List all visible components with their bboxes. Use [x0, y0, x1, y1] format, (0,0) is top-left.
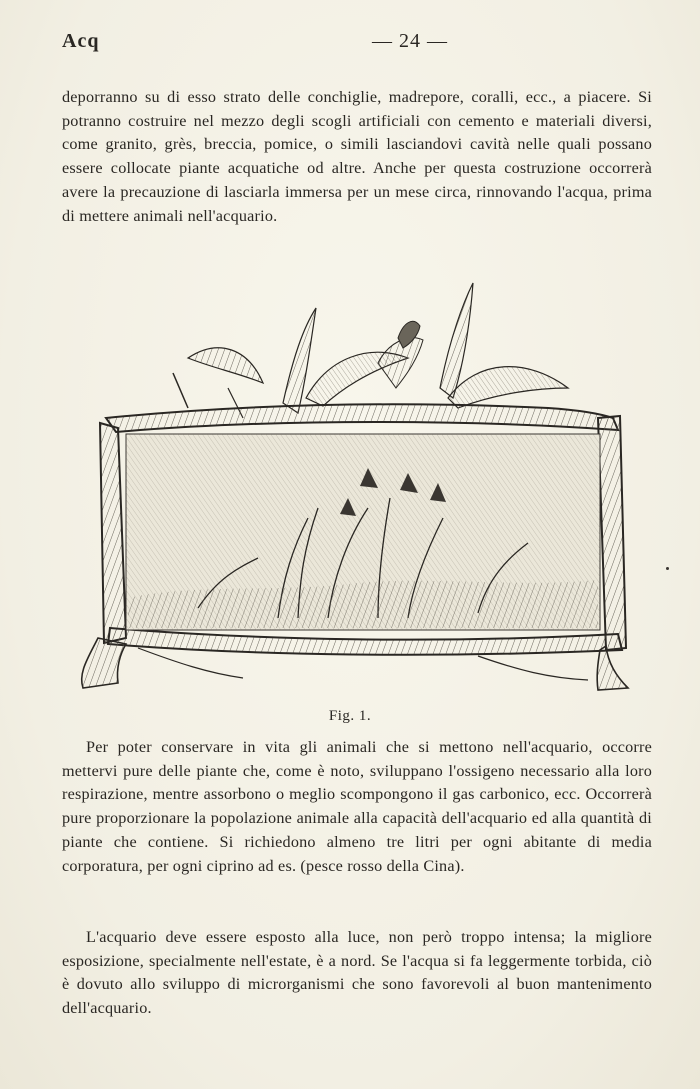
paragraph-1: deporranno su di esso strato delle conchiglie, madrepore, coralli, ecc., a piacere. Si potranno costruire nel mezzo degli scogli artificiali con cemento e materiali diversi, come granito, grès, breccia, pomice, o simili lasciandovi cavità nelle quali possano essere collocate piante acquatiche od altre. Anche per questa costruzione occorrerà avere la precauzione di lasciarla immersa per un mese circa, rinnovando l'acqua, prima di mettere animali nell'acquario. [62, 88, 652, 225]
ink-speck [666, 567, 669, 570]
running-head-word: Acq [62, 30, 100, 52]
paragraph-3: L'acquario deve essere esposto alla luce, non però troppo intensa; la migliore esposizione, specialmente nell'estate, è a nord. Se l'acqua si fa leggermente torbida, ciò è dovuto allo sviluppo di microrganismi che sono favorevoli al buon mantenimento dell'acquario. [62, 928, 652, 1018]
paragraph-2: Per poter conservare in vita gli animali che si mettono nell'acquario, occorre mettervi pure delle piante che, come è noto, sviluppano l'ossigeno necessario alla loro respirazione, mentre assorbono o meglio scompongono il gas carbonico, ecc. Occorrerà pure proporzionare la popolazione animale alla capacità dell'acquario ed alla quantità di piante che contiene. Si richiedono almeno tre litri per ogni abitante di media corporatura, per ogni ciprino ad es. (pesce rosso della Cina). [62, 738, 652, 875]
page-number: — 24 — [372, 30, 448, 52]
figure-caption: Fig. 1. [328, 708, 372, 724]
running-head [62, 30, 652, 58]
aquarium-illustration [78, 278, 646, 698]
